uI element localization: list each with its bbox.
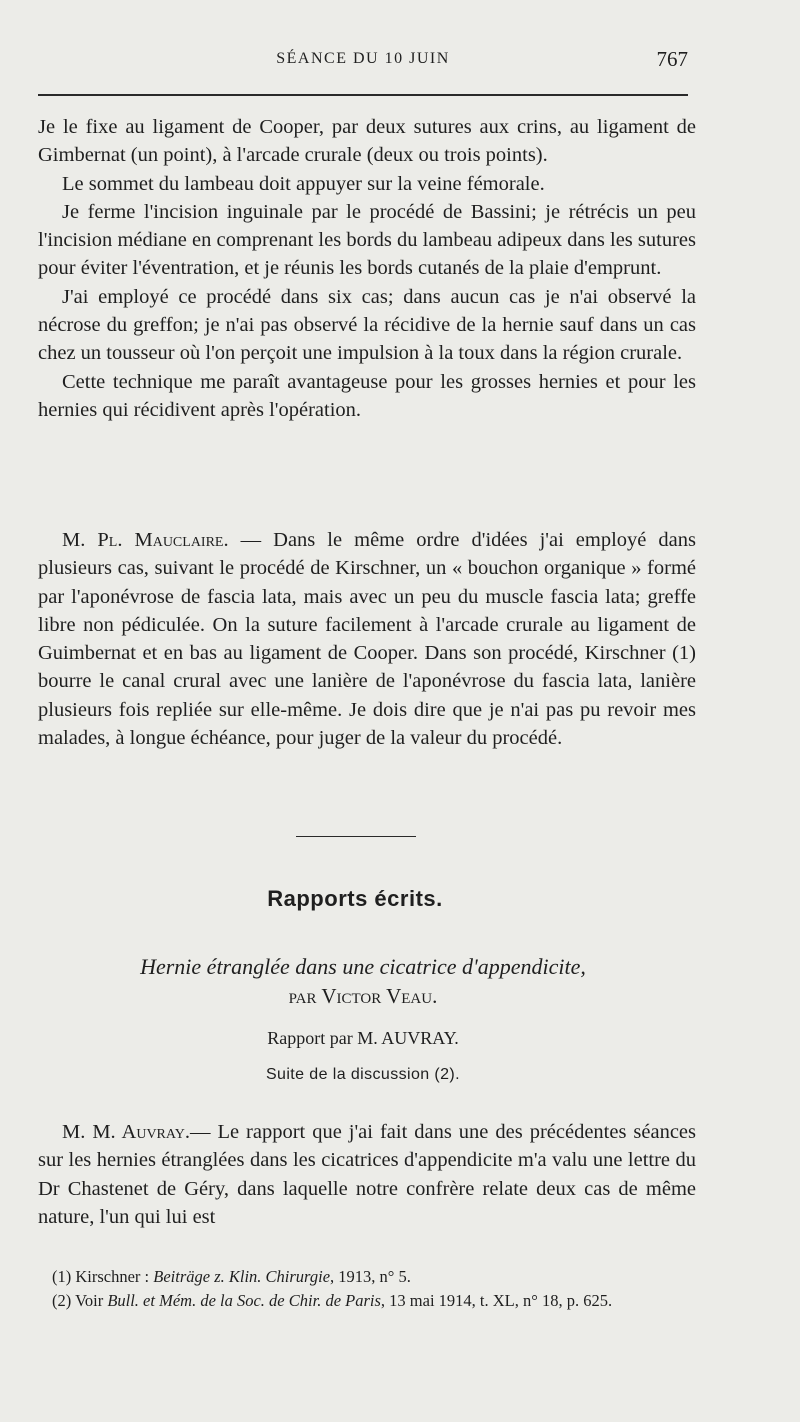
paragraph: [38, 526, 696, 752]
footnote-1: (1) Kirschner : Beiträge z. Klin. Chirurgie, 1913, n° 5.: [52, 1267, 411, 1286]
paragraph: Le sommet du lambeau doit appuyer sur la veine fémorale.: [62, 172, 545, 195]
paragraph: Cette technique me paraît avantageuse pour les grosses hernies et pour les hernies qui récidivent après l'opération.: [38, 370, 696, 421]
paragraph: J'ai employé ce procédé dans six cas; dans aucun cas je n'ai observé la nécrose du greffon; je n'ai pas observé la récidive de la hernie sauf dans un cas chez un tousseur où l'on perçoit une impulsion à la toux dans la région crurale.: [38, 285, 696, 365]
paragraph: [38, 1118, 696, 1231]
speaker-name: M. M. Auvray.: [62, 1121, 190, 1143]
speaker-text: — Le rapport que j'ai fait dans une des précédentes séances sur les hernies étranglées dans les cicatrices d'appendicite m'a valu une lettre du Dr Chastenet de Géry, dans laquelle notre confrère relate deux cas de même nature, l'un qui lui est: [38, 1121, 697, 1228]
speaker-text: — Dans le même ordre d'idées j'ai employé dans plusieurs cas, suivant le procédé de Kirschner, un « bouchon organique » formé par l'aponévrose de fascia lata, mais avec un peu du muscle fascia lata; greffe libre non pédiculée. On la suture facilement à l'arcade crurale au ligament de Guimbernat et en bas au ligament de Cooper. Dans son procédé, Kirschner (1) bourre le canal crural avec une lanière de l'aponévrose du fascia lata, lanière plusieurs fois repliée sur elle-même. Je dois dire que je n'ai pas pu revoir mes malades, à longue échéance, pour juger de la valeur du procédé.: [38, 529, 696, 750]
report-author: par Victor Veau.: [288, 984, 438, 1008]
running-head: SÉANCE DU 10 JUIN: [276, 50, 450, 67]
section-divider: [296, 836, 416, 837]
page-header: [38, 47, 688, 80]
speaker-name: M. Pl. Mauclaire.: [62, 529, 229, 551]
page-number: 767: [656, 47, 688, 71]
auvray-intervention: [38, 1118, 696, 1231]
section-title: Rapports écrits.: [267, 886, 443, 911]
paragraph: Je ferme l'incision inguinale par le procédé de Bassini; je rétrécis un peu l'incision médiane en comprenant les bords du lambeau adipeux dans les sutures pour éviter l'éventration, et je réunis les bords cutanés de la plaie d'emprunt.: [38, 200, 696, 280]
footnote-2: (2) Voir Bull. et Mém. de la Soc. de Chir. de Paris, 13 mai 1914, t. XL, n° 18, p. 625.: [52, 1291, 613, 1310]
report-title: Hernie étranglée dans une cicatrice d'appendicite,: [140, 954, 586, 979]
report-by: Rapport par M. AUVRAY.: [267, 1028, 459, 1048]
header-rule: [38, 94, 688, 96]
body-text-continued: [38, 113, 696, 424]
mauclaire-intervention: [38, 526, 696, 752]
footnotes: [38, 1265, 696, 1313]
paragraph: Je le fixe au ligament de Cooper, par deux sutures aux crins, au ligament de Gimbernat (un point), à l'arcade crurale (deux ou trois points).: [38, 116, 696, 167]
discussion-heading: Suite de la discussion (2).: [265, 1066, 460, 1083]
